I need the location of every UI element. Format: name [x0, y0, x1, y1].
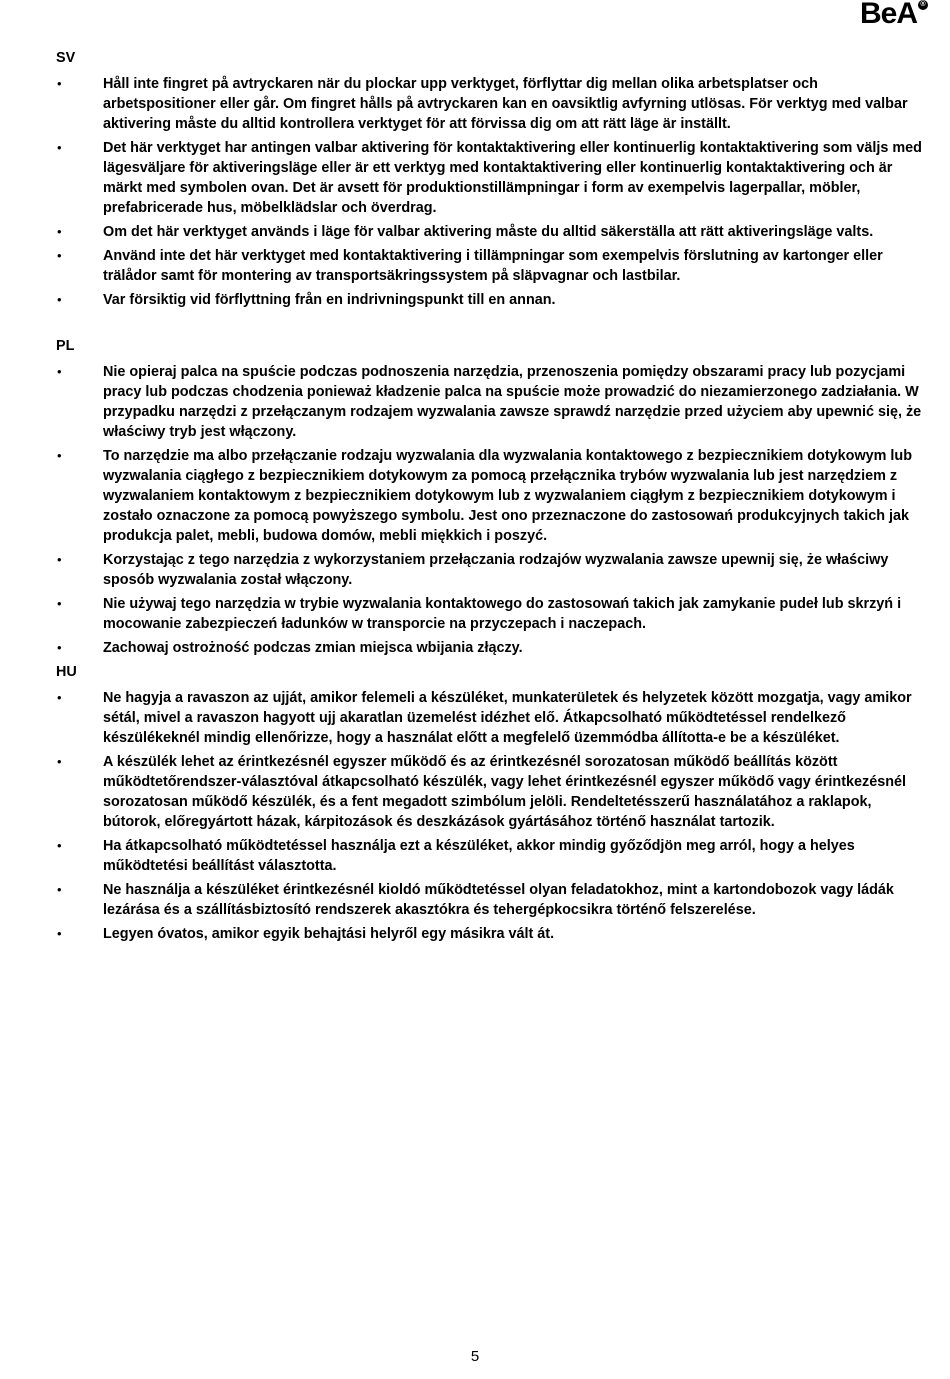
section-code-sv: SV: [56, 50, 76, 66]
list-item: • Om det här verktyget används i läge för valbar aktivering måste du alltid säkerställa att rätt aktiveringsläge valts.: [56, 222, 926, 242]
list-item: • To narzędzie ma albo przełączanie rodzaju wyzwalania dla wyzwalania kontaktowego z bezpiecznikiem dotykowym lub wyzwalania ciągłego z bezpiecznikiem dotykowym za pomocą przełącznika trybów wyzwalania lub jest narzędziem z wyzwalaniem kontaktowym z bezpiecznikiem dotykowym lub z wyzwalaniem ciągłym z bezpiecznikiem dotykowym i zostało oznaczone za pomocą powyższego symbolu. Jest ono przeznaczone do zastosowań produkcyjnych takich jak produkcja palet, mebli, budowa domów, mebli miękkich i poszyć.: [56, 446, 926, 546]
list-item: • A készülék lehet az érintkezésnél egyszer működő és az érintkezésnél sorozatosan működő beállítás között működtetőrendszer-választóval átkapcsolható készülék, vagy lehet érintkezésnél egyszer működő vagy érintkezésnél sorozatosan működő készülék, és a fent megadott szimbólum jelöli. Rendeltetésszerű használatához a raklapok, bútorok, előregyártott házak, kárpitozások és deszkázások gyártásához történő használat tartozik.: [56, 752, 926, 832]
section-list-sv: [56, 74, 926, 310]
section-code-hu: HU: [56, 664, 77, 680]
section-code-pl: PL: [56, 338, 75, 354]
list-item: • Nie używaj tego narzędzia w trybie wyzwalania kontaktowego do zastosowań takich jak zamykanie pudeł lub skrzyń i mocowanie zabezpieczeń ładunków w transporcie na przyczepach i naczepach.: [56, 594, 926, 634]
list-item: • Håll inte fingret på avtryckaren när du plockar upp verktyget, förflyttar dig mellan olika arbetsplatser och arbetspositioner eller går. Om fingret hålls på avtryckaren kan en oavsiktlig avfyrning utlösas. För verktyg med valbar aktivering måste du alltid kontrollera verktyget för att förvissa dig om att rätt läge är inställt.: [56, 74, 926, 134]
list-item: • Ne hagyja a ravaszon az ujját, amikor felemeli a készüléket, munkaterületek és helyzetek között mozgatja, vagy amikor sétál, mivel a ravaszon hagyott ujj akaratlan üzemelést idézhet elő. Átkapcsolható működtetéssel rendelkező készülékeknél mindig ellenőrizze, hogy a használat előtt a megfelelő üzemmódba állította-e be a készüléket.: [56, 688, 926, 748]
document-body: [56, 48, 926, 948]
list-item: • Ha átkapcsolható működtetéssel használja ezt a készüléket, akkor mindig győződjön meg arról, hogy a helyes működtetési beállítást választotta.: [56, 836, 926, 876]
list-item: • Zachowaj ostrożność podczas zmian miejsca wbijania złączy.: [56, 638, 926, 658]
list-item: • Var försiktig vid förflyttning från en indrivningspunkt till en annan.: [56, 290, 926, 310]
section-spacer: [56, 314, 926, 336]
registered-mark-icon: ®: [918, 0, 928, 10]
page-number: 5: [470, 1348, 480, 1365]
bea-logo: [860, 0, 928, 28]
list-item: • Ne használja a készüléket érintkezésnél kioldó működtetéssel olyan feladatokhoz, mint a kartondobozok vagy ládák lezárása és a szállításbiztosító rendszerek akasztókra és tehergépkocsikra történő felszerelése.: [56, 880, 926, 920]
list-item: • Använd inte det här verktyget med kontaktaktivering i tillämpningar som exempelvis förslutning av kartonger eller trälådor samt för montering av transportsäkringssystem på släpvagnar och lastbilar.: [56, 246, 926, 286]
list-item: • Legyen óvatos, amikor egyik behajtási helyről egy másikra vált át.: [56, 924, 926, 944]
section-list-pl: [56, 362, 926, 658]
list-item: • Det här verktyget har antingen valbar aktivering för kontaktaktivering eller kontinuerlig kontaktaktivering som väljs med lägesväljare för aktiveringsläge eller är ett verktyg med kontaktaktivering eller kontinuerlig kontaktaktivering och är märkt med symbolen ovan. Det är avsett för produktionstillämpningar i form av exempelvis lagerpallar, möbler, prefabricerade hus, möbelklädslar och överdrag.: [56, 138, 926, 218]
logo-text: BeA: [859, 0, 917, 30]
list-item: • Korzystając z tego narzędzia z wykorzystaniem przełączania rodzajów wyzwalania zawsze upewnij się, że właściwy sposób wyzwalania został włączony.: [56, 550, 926, 590]
section-list-hu: [56, 688, 926, 944]
list-item: • Nie opieraj palca na spuście podczas podnoszenia narzędzia, przenoszenia pomiędzy obszarami pracy lub pozycjami pracy lub podczas chodzenia ponieważ kładzenie palca na spuście może prowadzić do niezamierzonego zadziałania. W przypadku narzędzi z przełączanym rodzajem wyzwalania zawsze sprawdź narzędzie przed użyciem aby upewnić się, że właściwy tryb jest włączony.: [56, 362, 926, 442]
